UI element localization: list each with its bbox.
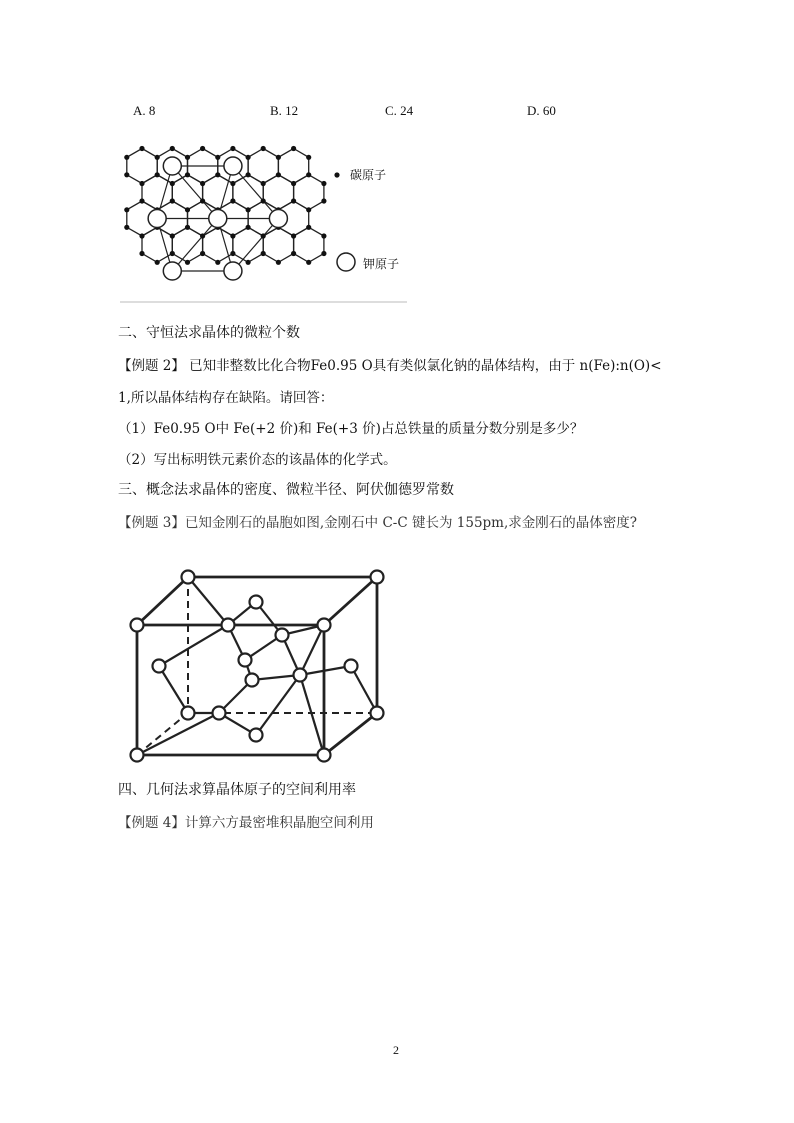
carbon-dot-icon <box>330 168 344 182</box>
legend-potassium-label: 钾原子 <box>363 257 400 271</box>
diamond-unit-cell-figure <box>122 565 392 765</box>
option-a: A. 8 <box>133 103 156 118</box>
legend-carbon-label: 碳原子 <box>350 168 387 182</box>
example2-question1: （1）Fe0.95 O中 Fe(+2 价)和 Fe(+3 价)占总铁量的质量分数分别是多少？ <box>118 421 584 437</box>
example4-text: 【例题 4】计算六方最密堆积晶胞空间利用 <box>118 815 374 831</box>
option-d: D. 60 <box>527 103 556 118</box>
page-number: 2 <box>393 1043 399 1057</box>
section4-heading: 四、几何法求算晶体原子的空间利用率 <box>118 782 356 798</box>
potassium-circle-icon <box>334 250 358 274</box>
example3-text: 【例题 3】已知金刚石的晶胞如图,金刚石中 C-C 键长为 155pm,求金刚石的晶体密度? <box>118 515 638 531</box>
example2-line2: 1,所以晶体结构存在缺陷。请回答： <box>118 390 334 406</box>
example2-question2: （2）写出标明铁元素价态的该晶体的化学式。 <box>118 452 397 468</box>
graphite-potassium-figure <box>115 138 415 308</box>
option-c: C. 24 <box>385 103 414 118</box>
example2-line1: 【例题 2】 已知非整数比化合物Fe0.95 O具有类似氯化钠的晶体结构，由于 n(Fe):n(O)< <box>118 358 662 374</box>
section3-heading: 三、概念法求晶体的密度、微粒半径、阿伏伽德罗常数 <box>118 482 454 498</box>
option-b: B. 12 <box>270 103 299 118</box>
section2-heading: 二、守恒法求晶体的微粒个数 <box>118 325 300 341</box>
